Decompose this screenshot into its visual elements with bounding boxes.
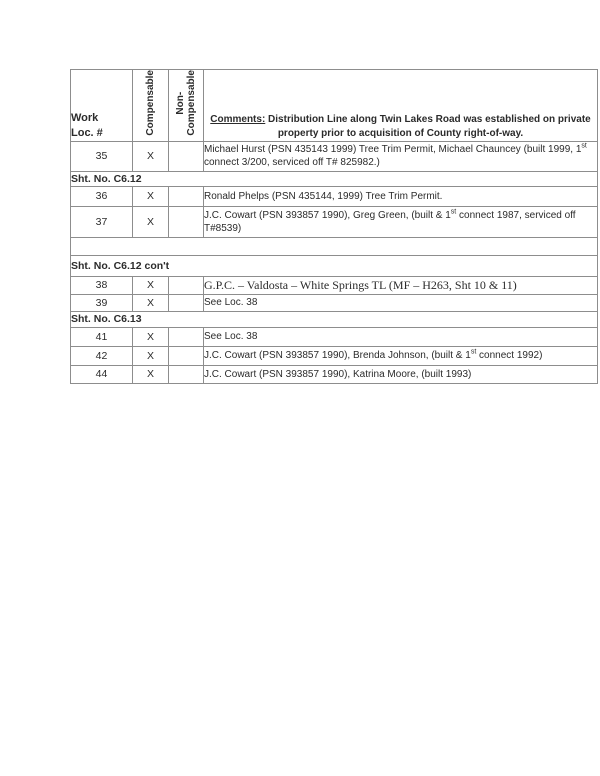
comment-text: connect 3/200, serviced off T# 825982.) — [204, 157, 380, 169]
non-compensable-cell — [169, 294, 204, 311]
col-header-comments — [204, 70, 598, 142]
work-loc-label-line1: Work — [71, 111, 99, 124]
comment-text: J.C. Cowart (PSN 393857 1990), Greg Green, (built & 1 — [204, 209, 451, 221]
work-loc-cell: 41 — [71, 327, 133, 346]
section-row-c612-cont — [71, 255, 598, 276]
comment-cell — [204, 346, 598, 365]
section-row-c613 — [71, 311, 598, 327]
compensable-cell: X — [133, 346, 169, 365]
comment-text: Michael Hurst (PSN 435143 1999) Tree Trim Permit, Michael Chauncey (built 1999, 1 — [204, 144, 582, 156]
comment-superscript: st — [450, 208, 457, 216]
comment-cell — [204, 327, 598, 346]
non-compensable-cell — [169, 346, 204, 365]
comment-superscript: st — [470, 348, 477, 356]
comments-header-text: Distribution Line along Twin Lakes Road was established on private property prior to acquisition of County right-of-way. — [265, 113, 591, 139]
non-compensable-cell — [169, 141, 204, 171]
col-header-work-loc — [71, 70, 133, 142]
spacer-row — [71, 237, 598, 255]
work-loc-cell: 39 — [71, 294, 133, 311]
non-compensable-cell — [169, 276, 204, 294]
data-row-44 — [71, 365, 598, 383]
comment-text: See Loc. 38 — [204, 297, 258, 309]
comment-cell — [204, 365, 598, 383]
work-loc-cell: 36 — [71, 186, 133, 206]
non-compensable-cell — [169, 186, 204, 206]
non-compensable-cell — [169, 206, 204, 237]
comment-text: J.C. Cowart (PSN 393857 1990), Katrina Moore, (built 1993) — [204, 368, 472, 380]
compensable-cell: X — [133, 294, 169, 311]
non-compensable-label — [175, 70, 197, 136]
section-label: Sht. No. C6.13 — [71, 311, 598, 327]
compensable-label: Compensable — [145, 70, 156, 136]
spacer-cell — [71, 237, 598, 255]
compensable-cell: X — [133, 276, 169, 294]
work-loc-cell: 44 — [71, 365, 133, 383]
work-loc-cell: 37 — [71, 206, 133, 237]
data-row-39 — [71, 294, 598, 311]
work-loc-label-line2: Loc. # — [71, 126, 103, 139]
work-loc-cell: 35 — [71, 141, 133, 171]
section-label: Sht. No. C6.12 con't — [71, 255, 598, 276]
comment-text: connect 1992) — [476, 350, 543, 362]
table-header-row — [71, 70, 598, 142]
non-compensable-line2: Compensable — [186, 70, 197, 136]
non-compensable-line1: Non- — [175, 91, 186, 115]
section-row-c612 — [71, 171, 598, 186]
work-loc-cell: 38 — [71, 276, 133, 294]
data-row-38 — [71, 276, 598, 294]
compensable-cell: X — [133, 327, 169, 346]
data-row-41 — [71, 327, 598, 346]
data-row-35 — [71, 141, 598, 171]
compensable-cell: X — [133, 186, 169, 206]
comment-text: Ronald Phelps (PSN 435144, 1999) Tree Trim Permit. — [204, 190, 443, 202]
comment-cell — [204, 206, 598, 237]
compensable-cell: X — [133, 141, 169, 171]
comment-cell — [204, 276, 598, 294]
non-compensable-cell — [169, 365, 204, 383]
comment-text: J.C. Cowart (PSN 393857 1990), Brenda Johnson, (built & 1 — [204, 350, 471, 362]
comment-cell — [204, 186, 598, 206]
data-row-37 — [71, 206, 598, 237]
work-loc-cell: 42 — [71, 346, 133, 365]
col-header-non-compensable — [169, 70, 204, 142]
comment-cell — [204, 294, 598, 311]
col-header-compensable — [133, 70, 169, 142]
section-label: Sht. No. C6.12 — [71, 171, 598, 186]
records-table — [70, 69, 598, 384]
non-compensable-cell — [169, 327, 204, 346]
comments-label: Comments: — [210, 113, 266, 125]
compensable-cell: X — [133, 365, 169, 383]
data-row-36 — [71, 186, 598, 206]
comment-text: connect 1987, serviced off T#8539) — [204, 209, 576, 234]
compensable-cell: X — [133, 206, 169, 237]
comment-cell — [204, 141, 598, 171]
comment-text: G.P.C. – Valdosta – White Springs TL (MF – H263, Sht 10 & 11) — [204, 277, 517, 292]
comment-text: See Loc. 38 — [204, 331, 258, 343]
comment-superscript: st — [581, 142, 587, 150]
data-row-42 — [71, 346, 598, 365]
